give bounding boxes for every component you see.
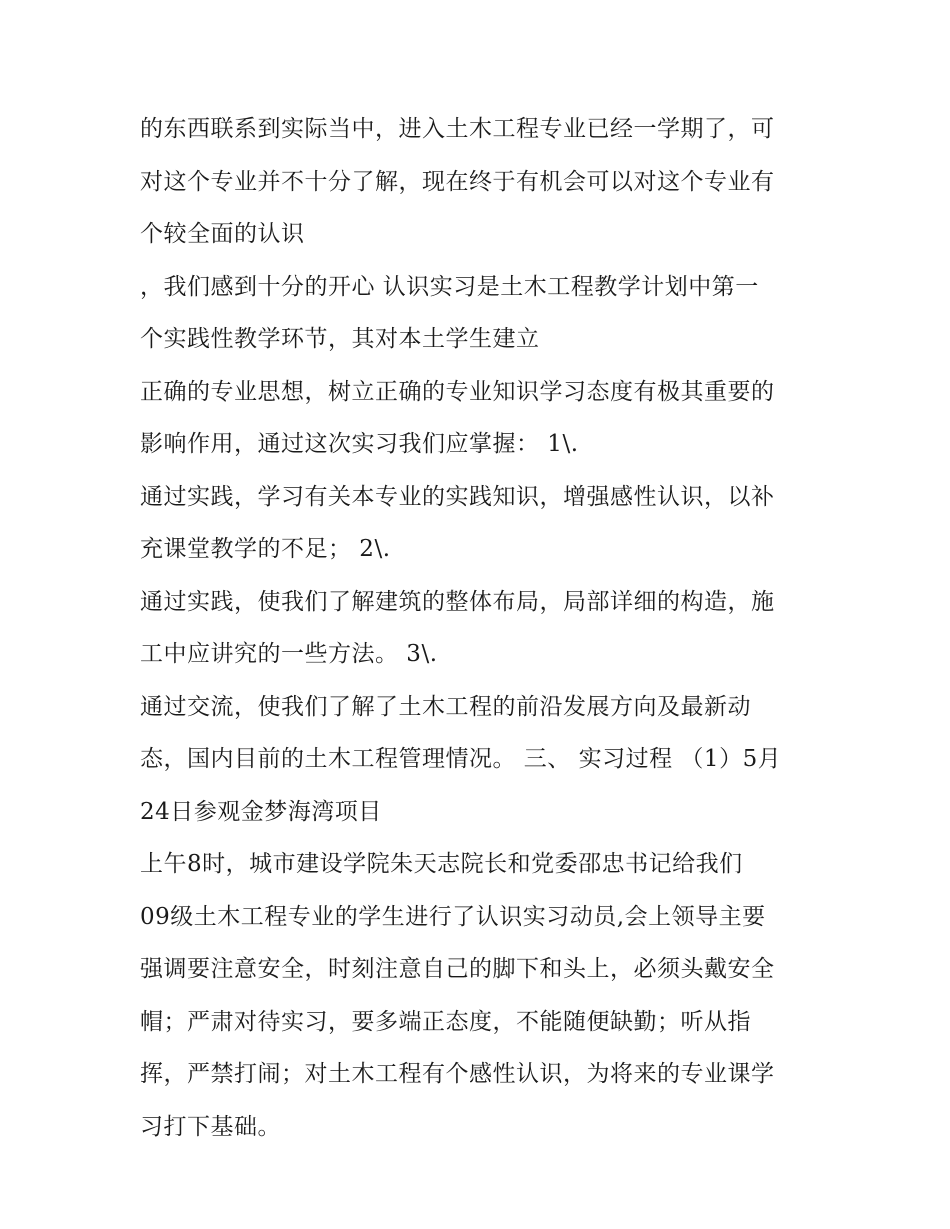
- text-line: 影响作用，通过这次实习我们应掌握： 1\.: [140, 431, 579, 457]
- body-text: [140, 103, 830, 1153]
- text-line: ，我们感到十分的开心 认识实习是土木工程教学计划中第一: [140, 273, 759, 300]
- text-line: 工中应讲究的一些方法。 3\.: [140, 641, 438, 667]
- text-line: 充课堂教学的不足； 2\.: [140, 536, 391, 562]
- text-line: 挥，严禁打闹；对土木工程有个感性认识，为将来的专业课学: [140, 1061, 775, 1087]
- text-line: 习打下基础。: [140, 1113, 281, 1140]
- text-line: 正确的专业思想，树立正确的专业知识学习态度有极其重要的: [140, 378, 775, 405]
- text-line: 个实践性教学环节，其对本土学生建立: [140, 326, 540, 352]
- text-line: 态，国内目前的土木工程管理情况。 三、 实习过程 （1）5月: [140, 746, 782, 772]
- text-line: 的东西联系到实际当中，进入土木工程专业已经一学期了，可: [140, 116, 775, 142]
- text-line: 24日参观金梦海湾项目: [140, 798, 382, 825]
- text-line: 通过实践，使我们了解建筑的整体布局，局部详细的构造，施: [140, 588, 775, 615]
- text-line: 09级土木工程专业的学生进行了认识实习动员,会上领导主要: [140, 903, 766, 930]
- text-line: 上午8时，城市建设学院朱天志院长和党委邵忠书记给我们: [140, 851, 743, 877]
- text-line: 个较全面的认识: [140, 221, 305, 247]
- text-line: 强调要注意安全，时刻注意自己的脚下和头上，必须头戴安全: [140, 956, 775, 982]
- text-line: 通过交流，使我们了解了土木工程的前沿发展方向及最新动: [140, 693, 751, 720]
- text-line: 通过实践，学习有关本专业的实践知识，增强感性认识，以补: [140, 483, 775, 510]
- text-line: 帽；严肃对待实习，要多端正态度，不能随便缺勤；听从指: [140, 1008, 751, 1035]
- text-line: 对这个专业并不十分了解，现在终于有机会可以对这个专业有: [140, 168, 775, 195]
